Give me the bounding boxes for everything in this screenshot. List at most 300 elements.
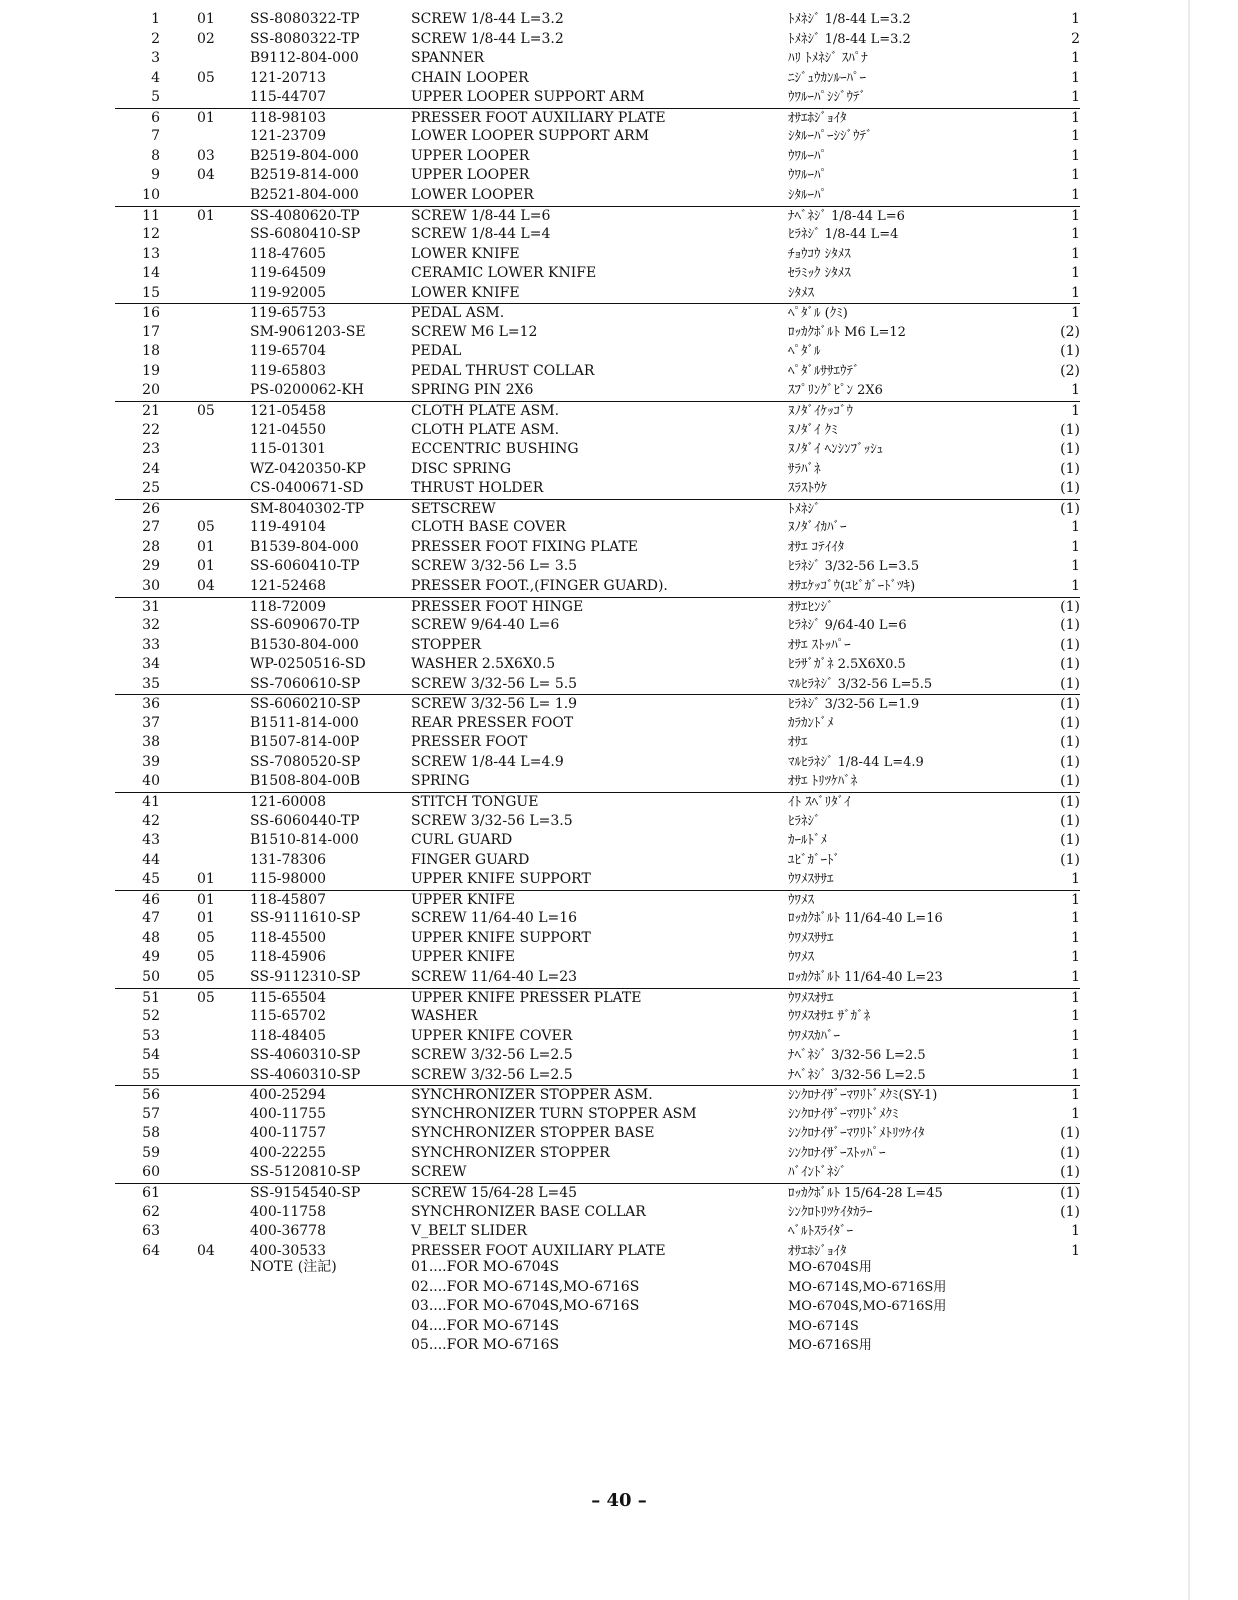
table-row [115, 616, 1080, 636]
description: LOWER KNIFE [411, 245, 520, 262]
quantity: (1) [1060, 1203, 1080, 1220]
japanese-name: ﾛｯｶｸﾎﾞﾙﾄ 11/64-40 L=23 [788, 969, 943, 985]
quantity: (1) [1060, 851, 1080, 868]
description: PRESSER FOOT.,(FINGER GUARD). [411, 577, 668, 594]
japanese-name: ﾍﾟﾀﾞﾙ [788, 344, 821, 360]
table-row [115, 460, 1080, 480]
description: SCREW 3/32-56 L= 1.9 [411, 696, 578, 713]
table-row [115, 597, 1080, 618]
japanese-name: ﾍﾟﾀﾞﾙ (ｸﾐ) [788, 306, 848, 322]
quantity: 1 [1071, 558, 1080, 575]
model-ref: 01 [197, 538, 215, 555]
item-number: 35 [142, 675, 160, 692]
quantity: 1 [1071, 577, 1080, 594]
description: SYNCHRONIZER TURN STOPPER ASM [411, 1105, 697, 1122]
item-number: 13 [142, 245, 160, 262]
table-row [115, 694, 1080, 715]
model-ref: 05 [197, 403, 215, 419]
quantity: 1 [1071, 989, 1080, 1006]
description: UPPER KNIFE SUPPORT [411, 871, 591, 888]
part-number: SS-6060410-TP [250, 558, 360, 575]
note-line-en: 01....FOR MO-6704S [411, 1259, 560, 1275]
description: SPRING [411, 773, 470, 790]
quantity: (1) [1060, 656, 1080, 673]
description: SYNCHRONIZER STOPPER ASM. [411, 1087, 653, 1104]
description: SETSCREW [411, 500, 496, 517]
part-number: SS-4060310-SP [250, 1066, 361, 1083]
description: UPPER KNIFE [411, 949, 516, 966]
item-number: 24 [142, 460, 160, 477]
item-number: 19 [142, 362, 160, 379]
japanese-name: ﾄﾒﾈｼﾞ [788, 501, 821, 517]
item-number: 10 [142, 186, 160, 203]
japanese-name: ｳﾜﾒｽ [788, 892, 814, 908]
table-row [115, 342, 1080, 362]
description: DISC SPRING [411, 460, 512, 477]
model-ref: 05 [197, 519, 215, 536]
item-number: 37 [142, 714, 160, 731]
part-number: B2519-804-000 [250, 147, 359, 164]
model-ref: 04 [197, 577, 215, 594]
japanese-name: ﾇﾉﾀﾞｲｹｯｺﾞｳ [788, 404, 853, 419]
part-number: 131-78306 [250, 851, 326, 868]
table-row [115, 1046, 1080, 1066]
part-number: 400-30533 [250, 1242, 326, 1259]
table-row [115, 1085, 1080, 1106]
description: V_BELT SLIDER [411, 1223, 527, 1240]
quantity: (1) [1060, 773, 1080, 790]
japanese-name: ﾅﾍﾞﾈｼﾞ 3/32-56 L=2.5 [788, 1067, 926, 1083]
item-number: 63 [142, 1223, 160, 1240]
table-row [115, 1124, 1080, 1144]
part-number: WZ-0420350-KP [250, 460, 366, 477]
quantity: 1 [1071, 265, 1080, 282]
item-number: 36 [142, 696, 160, 713]
part-number: 118-72009 [250, 598, 326, 615]
japanese-name: ﾋﾗﾈｼﾞ 1/8-44 L=4 [788, 227, 899, 243]
description: UPPER KNIFE PRESSER PLATE [411, 989, 642, 1006]
item-number: 1 [151, 11, 160, 27]
part-number: 115-01301 [250, 441, 326, 458]
quantity: 1 [1071, 284, 1080, 301]
table-row [115, 518, 1080, 538]
table-row [115, 968, 1080, 988]
note-line-jp: MO-6716S用 [788, 1338, 872, 1353]
quantity: 1 [1071, 949, 1080, 966]
part-number: SS-7060610-SP [250, 675, 361, 692]
quantity: (1) [1060, 1185, 1080, 1201]
model-ref: 01 [197, 891, 215, 908]
table-row [115, 1183, 1080, 1204]
japanese-name: ｳﾜﾙｰﾊﾟｼｼﾞｳﾃﾞ [788, 90, 866, 106]
item-number: 27 [142, 519, 160, 536]
japanese-name: ﾊﾞｲﾝﾄﾞﾈｼﾞ [788, 1165, 847, 1181]
description: SCREW M6 L=12 [411, 323, 538, 340]
item-number: 40 [142, 773, 160, 790]
japanese-name: ｼﾀﾒｽ [788, 285, 814, 301]
table-row [115, 381, 1080, 401]
quantity: (1) [1060, 753, 1080, 770]
part-number: B1507-814-00P [250, 734, 360, 751]
quantity: 1 [1071, 1066, 1080, 1083]
table-row [115, 69, 1080, 89]
japanese-name: ﾊﾘ ﾄﾒﾈｼﾞ ｽﾊﾟﾅ [788, 51, 868, 67]
quantity: (1) [1060, 1144, 1080, 1161]
description: LOWER KNIFE [411, 284, 520, 301]
note-line-en: 02....FOR MO-6714S,MO-6716S [411, 1278, 640, 1295]
table-row [115, 831, 1080, 851]
table-row [115, 421, 1080, 441]
japanese-name: ｳﾜﾒｽｶﾊﾞｰ [788, 1028, 840, 1044]
japanese-name: ﾇﾉﾀﾞｲ ｸﾐ [788, 422, 838, 438]
quantity: (1) [1060, 1125, 1080, 1142]
quantity: (1) [1060, 714, 1080, 731]
quantity: (1) [1060, 696, 1080, 713]
item-number: 46 [142, 891, 160, 908]
part-number: 119-92005 [250, 284, 326, 301]
item-number: 25 [142, 480, 160, 497]
part-number: 119-65704 [250, 343, 326, 360]
item-number: 62 [142, 1203, 160, 1220]
item-number: 64 [142, 1242, 160, 1259]
quantity: 1 [1071, 403, 1080, 419]
quantity: 1 [1071, 382, 1080, 399]
table-row [115, 753, 1080, 773]
part-number: B2519-814-000 [250, 167, 359, 184]
part-number: PS-0200062-KH [250, 382, 365, 399]
model-ref: 01 [197, 207, 215, 224]
description: SCREW 3/32-56 L= 3.5 [411, 558, 578, 575]
part-number: 121-20713 [250, 69, 326, 86]
part-number: 119-65803 [250, 362, 326, 379]
japanese-name: ｵｻｴﾎｼﾞｮｲﾀ [788, 1243, 847, 1259]
table-row [115, 929, 1080, 949]
table-row [115, 264, 1080, 284]
description: SCREW 11/64-40 L=23 [411, 968, 578, 985]
item-number: 8 [151, 147, 160, 164]
part-number: B1508-804-00B [250, 773, 361, 790]
japanese-name: ｼﾝｸﾛﾅｲｻﾞｰﾏﾜﾘﾄﾞﾒﾄﾘﾂｹｲﾀ [788, 1126, 925, 1142]
part-number: 119-49104 [250, 519, 326, 536]
part-number: 400-36778 [250, 1223, 326, 1240]
note-line-jp: MO-6714S [788, 1318, 859, 1334]
model-ref: 01 [197, 109, 215, 126]
description: STITCH TONGUE [411, 794, 539, 810]
japanese-name: ｵｻｴ ﾄﾘﾂｹﾊﾞﾈ [788, 774, 858, 790]
quantity: 1 [1071, 871, 1080, 888]
japanese-name: ﾏﾙﾋﾗﾈｼﾞ 3/32-56 L=5.5 [788, 676, 933, 692]
item-number: 32 [142, 617, 160, 634]
quantity: 1 [1071, 538, 1080, 555]
part-number: SS-6060210-SP [250, 696, 361, 713]
table-row [115, 988, 1080, 1009]
note-label: NOTE (注記) [250, 1259, 337, 1275]
part-number: 121-52468 [250, 577, 326, 594]
item-number: 38 [142, 734, 160, 751]
japanese-name: ｳﾜﾒｽｻｻｴ [788, 930, 834, 946]
quantity: (1) [1060, 441, 1080, 458]
table-row [115, 1222, 1080, 1242]
item-number: 28 [142, 538, 160, 555]
part-number: 118-47605 [250, 245, 326, 262]
table-row [115, 851, 1080, 871]
item-number: 49 [142, 949, 160, 966]
item-number: 17 [142, 323, 160, 340]
description: PEDAL THRUST COLLAR [411, 362, 595, 379]
part-number: SM-9061203-SE [250, 323, 366, 340]
description: UPPER KNIFE SUPPORT [411, 929, 591, 946]
description: FINGER GUARD [411, 851, 530, 868]
japanese-name: ﾆｼﾞｭｳｶﾝﾙｰﾊﾟｰ [788, 70, 866, 86]
description: SCREW 1/8-44 L=3.2 [411, 11, 564, 27]
model-ref: 05 [197, 968, 215, 985]
part-number: 118-48405 [250, 1027, 326, 1044]
item-number: 14 [142, 265, 160, 282]
quantity: (1) [1060, 617, 1080, 634]
table-row [115, 166, 1080, 186]
quantity: (1) [1060, 598, 1080, 615]
quantity: 1 [1071, 1105, 1080, 1122]
table-row [115, 30, 1080, 50]
table-row [115, 636, 1080, 656]
item-number: 31 [142, 598, 160, 615]
table-row [115, 1144, 1080, 1164]
quantity: (2) [1060, 323, 1080, 340]
quantity: (1) [1060, 1164, 1080, 1181]
quantity: 1 [1071, 207, 1080, 224]
table-row [115, 323, 1080, 343]
description: SYNCHRONIZER STOPPER BASE [411, 1125, 655, 1142]
item-number: 7 [151, 128, 160, 145]
table-row [115, 49, 1080, 69]
japanese-name: ｾﾗﾐｯｸ ｼﾀﾒｽ [788, 266, 851, 282]
note-line-en: 05....FOR MO-6716S [411, 1337, 560, 1353]
quantity: (1) [1060, 812, 1080, 829]
table-row [115, 245, 1080, 265]
japanese-name: ﾇﾉﾀﾞｲｶﾊﾞｰ [788, 520, 847, 536]
quantity: 1 [1071, 1027, 1080, 1044]
part-number: SS-5120810-SP [250, 1164, 361, 1181]
note-line-en: 04....FOR MO-6714S [411, 1317, 560, 1334]
japanese-name: ｽﾗｽﾄｳｹ [788, 481, 827, 497]
japanese-name: ﾄﾒﾈｼﾞ 1/8-44 L=3.2 [788, 12, 911, 27]
description: SCREW 3/32-56 L= 5.5 [411, 675, 578, 692]
item-number: 50 [142, 968, 160, 985]
description: SCREW 3/32-56 L=2.5 [411, 1066, 573, 1083]
japanese-name: ｽﾌﾟﾘﾝｸﾞﾋﾟﾝ 2X6 [788, 383, 883, 399]
japanese-name: ｼﾀﾙｰﾊﾟ [788, 187, 827, 203]
note-line-jp: MO-6714S,MO-6716S用 [788, 1279, 947, 1295]
japanese-name: ｼﾝｸﾛﾅｲｻﾞｰｽﾄｯﾊﾟｰ [788, 1145, 886, 1161]
item-number: 58 [142, 1125, 160, 1142]
quantity: (1) [1060, 343, 1080, 360]
table-row [115, 733, 1080, 753]
description: THRUST HOLDER [411, 480, 544, 497]
quantity: (1) [1060, 480, 1080, 497]
description: PRESSER FOOT AUXILIARY PLATE [411, 109, 666, 126]
japanese-name: ｶｰﾙﾄﾞﾒ [788, 833, 827, 849]
part-number: SS-9154540-SP [250, 1185, 361, 1201]
table-row [115, 948, 1080, 968]
model-ref: 05 [197, 929, 215, 946]
table-row [115, 108, 1080, 129]
item-number: 61 [142, 1185, 160, 1201]
japanese-name: ﾏﾙﾋﾗﾈｼﾞ 1/8-44 L=4.9 [788, 754, 924, 770]
quantity: (1) [1060, 734, 1080, 751]
description: UPPER KNIFE [411, 891, 516, 908]
description: SPRING PIN 2X6 [411, 382, 534, 399]
part-number: 121-04550 [250, 421, 326, 438]
item-number: 47 [142, 910, 160, 927]
description: SYNCHRONIZER BASE COLLAR [411, 1203, 646, 1220]
description: SCREW 3/32-56 L=2.5 [411, 1047, 573, 1064]
quantity: 1 [1071, 1242, 1080, 1259]
model-ref: 05 [197, 949, 215, 966]
quantity: 1 [1071, 891, 1080, 908]
item-number: 34 [142, 656, 160, 673]
part-number: 400-11755 [250, 1105, 326, 1122]
description: UPPER LOOPER SUPPORT ARM [411, 89, 645, 106]
description: SCREW 3/32-56 L=3.5 [411, 812, 573, 829]
item-number: 45 [142, 871, 160, 888]
quantity: 1 [1071, 245, 1080, 262]
part-number: 115-65504 [250, 989, 326, 1006]
table-row [115, 1163, 1080, 1183]
item-number: 30 [142, 577, 160, 594]
quantity: 1 [1071, 226, 1080, 243]
model-ref: 01 [197, 11, 215, 27]
part-number: SM-8040302-TP [250, 500, 364, 517]
japanese-name: ﾋﾗﾈｼﾞ 3/32-56 L=1.9 [788, 697, 920, 713]
japanese-name: ｵｻｴ ｺﾃｲｲﾀ [788, 539, 845, 555]
part-number: 400-11757 [250, 1125, 326, 1142]
table-row [115, 812, 1080, 832]
quantity: 1 [1071, 929, 1080, 946]
quantity: 1 [1071, 1087, 1080, 1104]
table-row [115, 577, 1080, 597]
japanese-name: ﾋﾗｻﾞｶﾞﾈ 2.5X6X0.5 [788, 657, 906, 673]
table-row [115, 225, 1080, 245]
part-number: SS-8080322-TP [250, 11, 360, 27]
scan-edge-line [1188, 0, 1190, 1600]
table-row [115, 284, 1080, 304]
model-ref: 05 [197, 69, 215, 86]
japanese-name: ﾛｯｶｸﾎﾞﾙﾄ 15/64-28 L=45 [788, 1186, 943, 1201]
item-number: 59 [142, 1144, 160, 1161]
table-row [115, 655, 1080, 675]
japanese-name: ｵｻｴﾎｼﾞｮｲﾀ [788, 110, 847, 126]
quantity: 1 [1071, 1047, 1080, 1064]
table-row [115, 1203, 1080, 1223]
japanese-name: ﾁｮｳｺｳ ｼﾀﾒｽ [788, 246, 851, 262]
description: WASHER 2.5X6X0.5 [411, 656, 556, 673]
note-line-en: 03....FOR MO-6704S,MO-6716S [411, 1298, 640, 1314]
description: UPPER LOOPER [411, 167, 530, 184]
part-number: SS-7080520-SP [250, 753, 361, 770]
model-ref: 01 [197, 558, 215, 575]
item-number: 42 [142, 812, 160, 829]
description: SCREW 9/64-40 L=6 [411, 617, 560, 634]
japanese-name: ｻﾗﾊﾞﾈ [788, 461, 821, 477]
part-number: 115-98000 [250, 871, 326, 888]
table-row [115, 557, 1080, 577]
part-number: B9112-804-000 [250, 50, 359, 67]
description: SYNCHRONIZER STOPPER [411, 1144, 610, 1161]
table-row [115, 870, 1080, 890]
description: SCREW 1/8-44 L=3.2 [411, 30, 564, 47]
japanese-name: ｳﾜﾒｽｵｻｴ [788, 990, 834, 1006]
part-number: SS-9112310-SP [250, 968, 361, 985]
description: SCREW 15/64-28 L=45 [411, 1185, 578, 1201]
table-row [115, 909, 1080, 929]
quantity: (1) [1060, 636, 1080, 653]
quantity: 1 [1071, 1008, 1080, 1025]
quantity: (1) [1060, 794, 1080, 810]
quantity: 2 [1071, 30, 1080, 47]
description: STOPPER [411, 636, 482, 653]
table-row [115, 206, 1080, 227]
part-number: 115-44707 [250, 89, 326, 106]
table-row [115, 772, 1080, 792]
part-number: B1539-804-000 [250, 538, 359, 555]
table-row [115, 1007, 1080, 1027]
description: UPPER KNIFE COVER [411, 1027, 573, 1044]
part-number: 400-22255 [250, 1144, 326, 1161]
item-number: 4 [151, 69, 160, 86]
model-ref: 04 [197, 167, 215, 184]
part-number: 121-60008 [250, 794, 326, 810]
model-ref: 05 [197, 989, 215, 1006]
item-number: 51 [142, 989, 160, 1006]
item-number: 5 [151, 89, 160, 106]
description: SCREW 1/8-44 L=4 [411, 226, 551, 243]
part-number: B2521-804-000 [250, 186, 359, 203]
model-ref: 02 [197, 30, 215, 47]
quantity: 1 [1071, 519, 1080, 536]
japanese-name: ｵｻｴｹｯｺﾞｳ(ﾕﾋﾞｶﾞｰﾄﾞﾂｷ) [788, 578, 916, 594]
table-row [115, 675, 1080, 695]
description: UPPER LOOPER [411, 147, 530, 164]
japanese-name: ｳﾜﾒｽ [788, 950, 814, 966]
description: CLOTH PLATE ASM. [411, 421, 560, 438]
item-number: 21 [142, 403, 160, 419]
quantity: (1) [1060, 500, 1080, 517]
table-row [115, 792, 1080, 813]
item-number: 39 [142, 753, 160, 770]
quantity: (1) [1060, 832, 1080, 849]
note-line-jp: MO-6704S用 [788, 1260, 872, 1275]
part-number: 115-65702 [250, 1008, 326, 1025]
table-row [115, 1105, 1080, 1125]
description: ECCENTRIC BUSHING [411, 441, 579, 458]
japanese-name: ﾛｯｶｸﾎﾞﾙﾄ 11/64-40 L=16 [788, 911, 943, 927]
quantity: (1) [1060, 675, 1080, 692]
item-number: 26 [142, 500, 160, 517]
quantity: (1) [1060, 460, 1080, 477]
description: SCREW 11/64-40 L=16 [411, 910, 578, 927]
japanese-name: ﾇﾉﾀﾞｲ ﾍﾝｼﾝﾌﾞｯｼｭ [788, 442, 884, 458]
part-number: 119-65753 [250, 305, 326, 322]
japanese-name: ﾋﾗﾈｼﾞ [788, 813, 821, 829]
part-number: 118-98103 [250, 109, 326, 126]
part-number: 400-11758 [250, 1203, 326, 1220]
description: PRESSER FOOT HINGE [411, 598, 584, 615]
description: PRESSER FOOT [411, 734, 528, 751]
japanese-name: ｵｻｴ ｽﾄｯﾊﾟｰ [788, 637, 851, 653]
japanese-name: ﾍﾞﾙﾄｽﾗｲﾀﾞｰ [788, 1224, 853, 1240]
item-number: 33 [142, 636, 160, 653]
quantity: 1 [1071, 109, 1080, 126]
